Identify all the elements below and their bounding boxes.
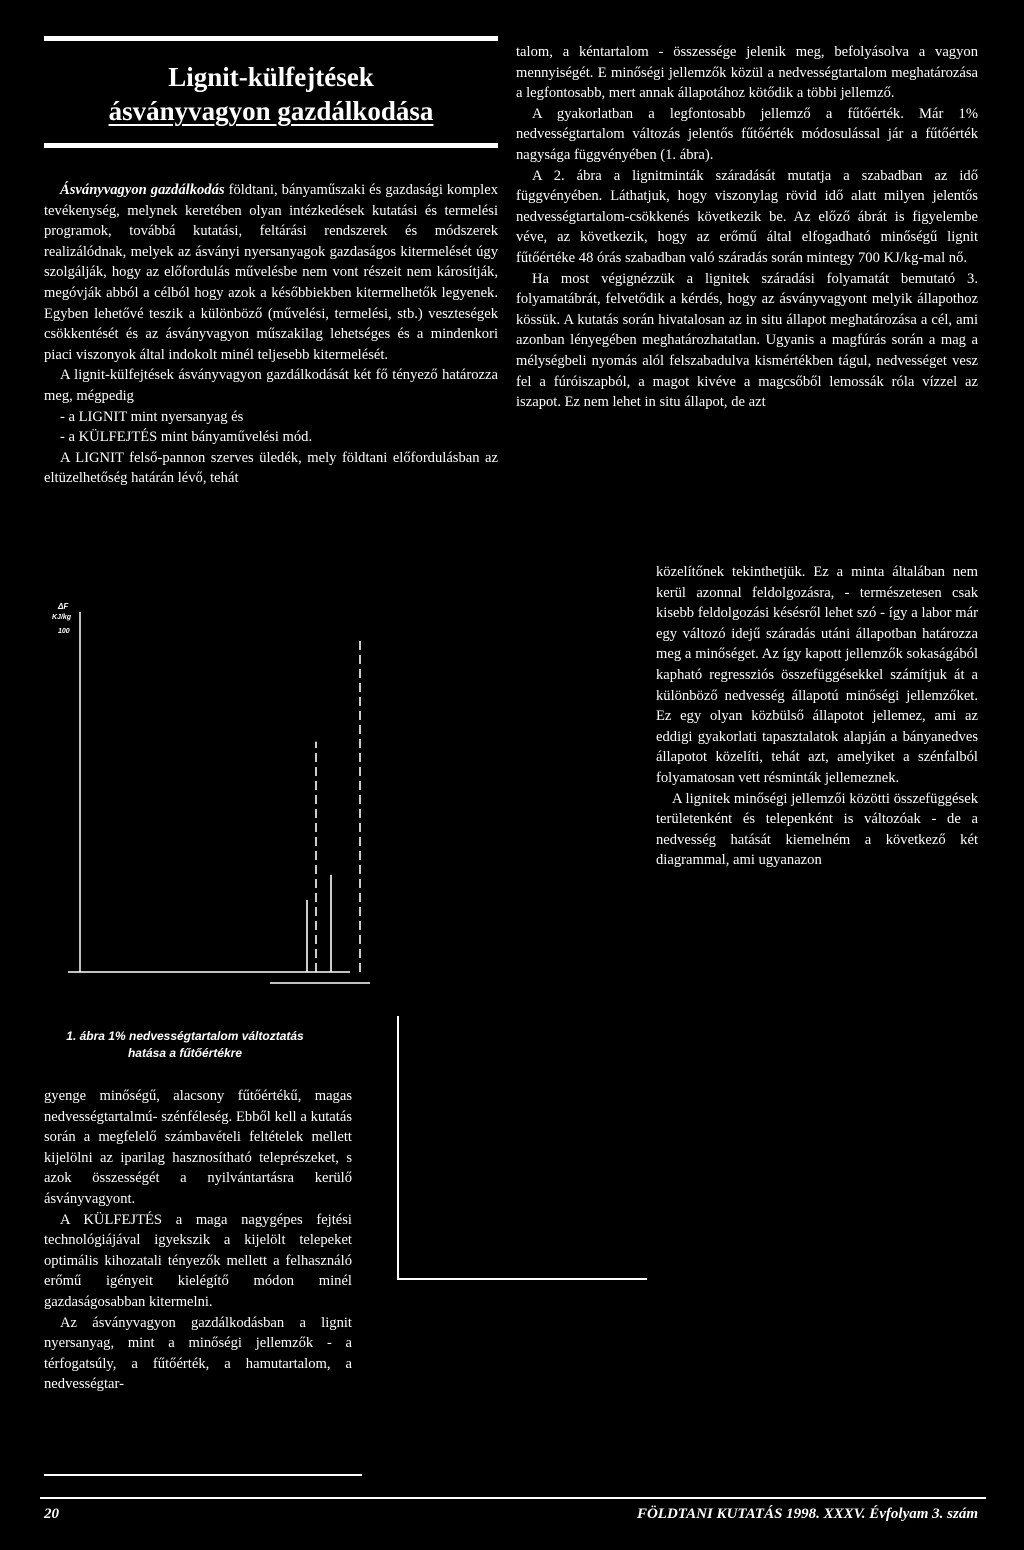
caption-line-2: hatása a fűtőértékre [127, 1046, 243, 1060]
article-title [44, 60, 498, 128]
y-axis-tick-100: 100 [58, 628, 70, 635]
right-paragraph-4-cont: közelítőnek tekinthetjük. Ez a minta általában nem kerül azonnal feldolgozásra, - természetesen csak kisebb feldolgozási késésről lehet szó - így a labor már egy változó idejű száradás utáni állapotban határozza meg a minőséget. Az így kapott jellemzők sokaságából kapható regressziós összefüggésekkel számítjuk át a különböző nedvesség állapotú minőségi jellemzőket. Ez egy olyan közbülső állapotot jellemez, ami az eddigi gyakorlati tapasztalatok alapján a bányanedves állapotot közelíti, tehát azt, amelyiket a szénfalból folyamatosan vett résminták jellemeznek. [656, 564, 978, 786]
bottom-left-text [44, 1086, 352, 1395]
bars-layer [307, 637, 360, 972]
right-paragraph-5: A lignitek minőségi jellemzői közötti összefüggések területenként és telepenként is változóak - de a nedvesség hatását kiemelném a következő két diagrammal, ami ugyanazon [656, 790, 978, 869]
y-axis-label-line2: KJ/kg [52, 614, 72, 621]
bottom-paragraph-1: gyenge minőségű, alacsony fűtőértékű, magas nedvességtartalmú- szénféleség. Ebből kell a kutatás során a megfelelő számbavételi feltételek mellett kijelölni az iparilag hasznosítható teleprészeket, s azok összességét a nyilvántartásra kerülő ásványvagyont. [44, 1088, 352, 1207]
right-column-narrow-text [656, 562, 978, 871]
bottom-paragraph-3: Az ásványvagyon gazdálkodásban a lignit nyersanyag, mint a minőségi jellemzők - a térfogatsúly, a fűtőérték, a hamutartalom, a nedvességtar- [44, 1314, 352, 1393]
figure-1-caption [40, 1028, 330, 1062]
title-bottom-rule [44, 143, 498, 148]
page-number: 20 [44, 1506, 59, 1522]
list-item-lignit: - a LIGNIT mint nyersanyag és [60, 408, 244, 425]
right-paragraph-3: A 2. ábra a lignitminták száradását mutatja a szabadban az idő függvényében. Láthatjuk, hogy viszonylag rövid idő alatt milyen jelentős nedvességtartalom-csökkenés következik be. Az előző ábrát is figyelembe véve, az következik, hogy az erőmű által elfogadható minőségű lignit fűtőértéke 48 órás szabadban való száradás során mintegy 700 KJ/kg-mal nő. [516, 167, 978, 266]
title-top-rule [44, 36, 498, 41]
lead-paragraph: földtani, bányaműszaki és gazdasági komplex tevékenység, melynek keretében olyan intézkedések kutatási és termelési programok, továbbá kutatási, feltárási rendszerek és módszerek realizálódnak, melyek az ásványi nyersanyagok gazdaságos kitermelését úgy szolgálják, hogy az előfordulás művelésbe nem vont részeit nem károsítják, megóvják abból a célból hogy azok a későbbiekben kitermelhetők legyenek. Egyben lehetővé teszik a különböző (művelési, termelési, stb.) veszteségek csökkentését és az ásványvagyon műszakilag lehetséges és a mindenkori piaci viszonyok által indokolt minél teljesebb kitermelését. [44, 182, 498, 363]
bottom-left-rule [44, 1474, 362, 1476]
bottom-paragraph-2: A KÜLFEJTÉS a maga nagygépes fejtési technológiájával igyekszik a kijelölt telepeket optimális kihozatali tényezők mellett a felhasználó erőmű igényeit kielégítő módon minél gazdaságosabban kitermelni. [44, 1211, 352, 1310]
right-column-text [516, 42, 978, 413]
lead-term: Ásványvagyon gazdálkodás [60, 182, 225, 198]
footer-rule [40, 1497, 986, 1499]
y-axis-label-line1: ΔF [58, 602, 69, 611]
title-line-2: ásványvagyon gazdálkodása [108, 96, 434, 126]
caption-line-1: 1. ábra 1% nedvességtartalom változtatás [66, 1029, 304, 1043]
paragraph-two: A lignit-külfejtések ásványvagyon gazdálkodását két fő tényező határozza meg, mégpedig [44, 367, 498, 404]
left-column-text [44, 180, 498, 489]
right-paragraph-2: A gyakorlatban a legfontosabb jellemző a fűtőérték. Már 1% nedvességtartalom változás jelentős fűtőérték módosulással jár a fűtőérték nagysága függvényében (1. ábra). [516, 105, 978, 163]
paragraph-three: A LIGNIT felső-pannon szerves üledék, mely földtani előfordulásban az eltüzelhetőség határán lévő, tehát [44, 449, 498, 487]
title-line-1: Lignit-külfejtések [168, 62, 374, 92]
figure-bottom-rule [397, 1278, 647, 1280]
figure-1-chart [40, 600, 400, 1000]
figure-right-rule [397, 1016, 399, 1278]
journal-name: FÖLDTANI KUTATÁS 1998. XXXV. Évfolyam 3. szám [636, 1506, 978, 1522]
right-paragraph-4: Ha most végignézzük a lignitek száradási folyamatát bemutató 3. folyamatábrát, felvetődik a kérdés, hogy az ásványvagyont melyik állapothoz kössük. A kutatás során hivatalosan az in situ állapot meghatározása a cél, ami azonban lényegében meghatározhatatlan. Ugyanis a magfúrás során a mag a mélységbeli nyomás alól felszabadulva kismértékben tágul, nedvességet vesz fel a fúróiszapból, a magot kivéve a magcsőből lemossák róla vízzel az iszapot. Ez nem lehet in situ állapot, de azt [516, 270, 978, 411]
list-item-kulfejtes: - a KÜLFEJTÉS mint bányaművelési mód. [60, 429, 313, 446]
right-paragraph-1: talom, a kéntartalom - összessége jelenik meg, befolyásolva a vagyon mennyiségét. E minőségi jellemzők közül a nedvességtartalom meghatározása a legfontosabb, mert annak állapotához kötődik a többi jellemző. [516, 44, 978, 102]
